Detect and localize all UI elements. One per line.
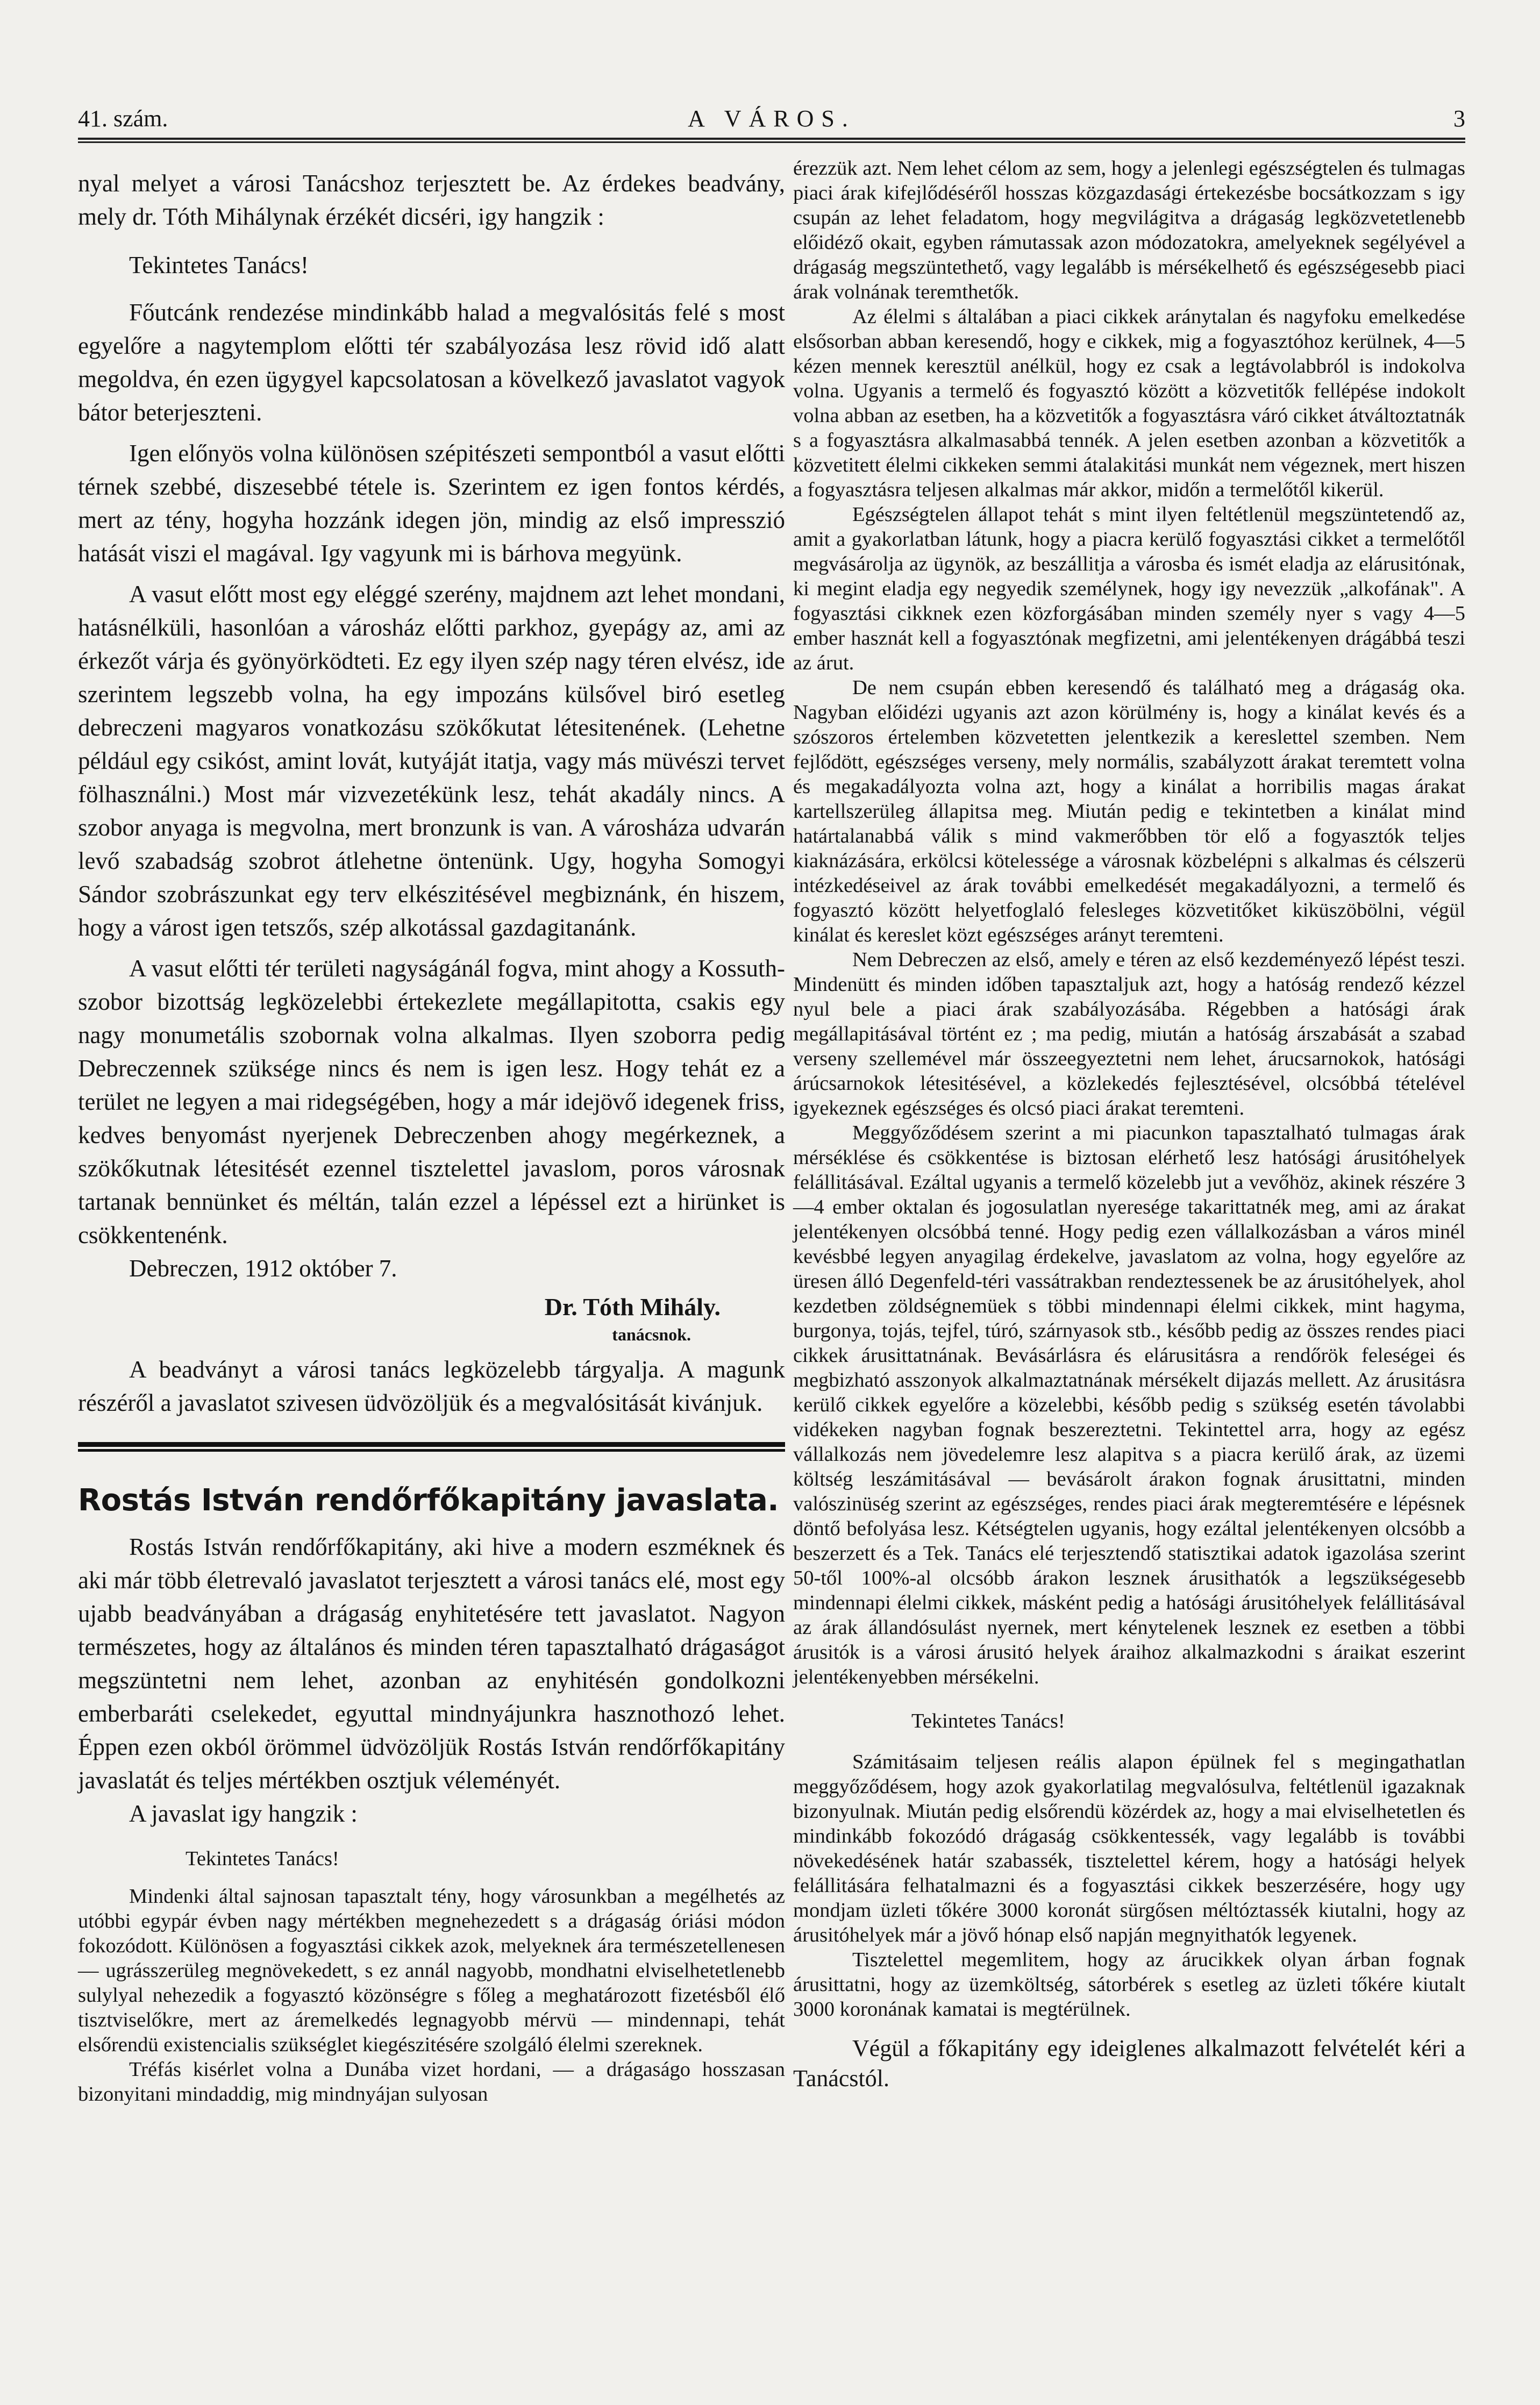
continued-paragraph: nyal melyet a városi Tanácshoz terjesztett be. Az érdekes beadvány, mely dr. Tóth Mihálynak érzékét dicséri, igy hangzik : — [78, 170, 785, 230]
page-number: 3 — [1453, 105, 1465, 132]
proposal-salutation: Tekintetes Tanács! — [911, 1710, 1065, 1732]
proposal-paragraph: Tréfás kisérlet volna a Dunába vizet hordani, — a drágaságo hosszasan bizonyitani mindaddig, mig mindnyájan sulyosan — [78, 2058, 785, 2106]
proposal-paragraph: Nem Debreczen az első, amely e téren az első kezdeményező lépést teszi. Mindenütt és minden időben tapasztaljuk azt, hogy a hatóság rendező kézzel nyul bele a piaci árak szabályozásába. Régebben a hatósági árak megállapitásával történt ez ; ma pedig, miután a hatóság árszabását a szabad verseny szellemével már összeegyeztetni nem lehet, árucsarnokok, hatósági árúcsarnokok létesitésével, a közlekedés fejlesztésével, olcsóbbá tételével igyekeznek egészséges és olcsó piaci árakat teremteni. — [793, 948, 1465, 1119]
proposal-paragraph: Meggyőződésem szerint a mi piacunkon tapasztalható tulmagas árak mérséklése és csökkentése is biztosan elérhető lesz hatósági árusitóhelyek felállitásával. Ezáltal ugyanis a termelő közelebb jut a vevőhöz, akinek részére 3—4 ember oktalan és jogosulatlan nyeresége takarittatnék meg, ami az árakat jelentékenyen olcsóbbá tenné. Hogy pedig ezen vállalkozásban a város minél kevésbbé legyen anyagilag érdekelve, javaslatom az volna, hogy egyelőre az üresen álló Degenfeld-téri vassátrakban rendeztessenek be az árusitóhelyek, ahol kezdetben zöldségnemüek s többi mindennapi élelmi cikkek, mint hagyma, burgonya, tojás, tejfel, túró, szárnyasok stb., később pedig az összes rendes piaci cikkek árusittatnának. Bevásárlásra és elárusitásra a rendőrök feleségei és megbizható asszonyok alkalmaztatnának mérsékelt dijazás mellett. Az árusitásra kerülő cikkek egyelőre a közelebbi, később pedig s szükség esetén távolabbi vidékeken nagyban fognak beszereztetni. Tekintettel arra, hogy az egész vállalkozás nem jövedelemre lesz alapitva s a piacra kerülő árak, az üzemi költség leszámitásával — bevásárolt árakon fognak árusittatni, minden valószinüség szerint az egészséges, rendes piaci árak megteremtésére e lépésnek döntő befolyása lesz. Kétségtelen ugyanis, hogy ezáltal jelentékenyen olcsóbb a beszerzett és a Tek. Tanács elé terjesztendő statisztikai adatok igazolása szerint 50-től 100%-al olcsóbb árakon lesznek árusithatók a legszükségesebb mindennapi élelmi cikkek, másként pedig a hatósági árusitóhelyek felállitásával az árak állandósulást nyernek, mert kénytelenek lesznek ez esetben a többi árusitók is a városi árusitó helyek áraihoz alkalmazkodni s áraikat eszerint jelentékenyebben mérsékelni. — [793, 1122, 1465, 1688]
proposal-paragraph: Az élelmi s általában a piaci cikkek aránytalan és nagyfoku emelkedése elsősorban abban keresendő, hogy e cikkek, mig a fogyasztóhoz kerülnek, 4—5 kézen mennek keresztül anélkül, hogy ez csak a legtávolabbról is indokolva volna. Ugyanis a termelő és fogyasztó között a közvetitők fellépése indokolt volna abban az esetben, ha a közvetitők a fogyasztásra váró cikket átváltoztatnák s a fogyasztásra alkalmasabbá tennék. A jelen esetben azonban a közvetitők a közvetitett élelmi cikkeken semmi átalakitási munkát nem végeznek, mert hiszen a fogyasztásra teljesen alkalmas már akkor, midőn a termelőtől kikerül. — [793, 305, 1465, 501]
proposal-paragraph: De nem csupán ebben keresendő és található meg a drágaság oka. Nagyban előidézi ugyanis azt azon körülmény is, hogy a kinálat kevés és a szószoros értelemben közvetetten jelentkezik a kereslettel szemben. Nem fejlődött, egészséges verseny, mely normális, szabályzott árakat teremtett volna és megakadályozta volna azt, hogy a kinálat a horribilis magas árakat kartellszerüleg állapitsa meg. Miután pedig e tekintetben a kinálat mind határtalanabbá válik s mind vakmerőbben tör elő a fogyasztók teljes kiaknázására, erkölcsi kötelessége a városnak közbelépni s alkalmas és célszerü intézkedéseivel az árak további emelkedését megakadályozni, a termelő és fogyasztó között helyetfoglaló felesleges közvetitőket kiküszöbölni, végül kinálat és kereslet közt egészséges arányt teremteni. — [793, 676, 1465, 946]
header-double-rule — [78, 138, 1465, 143]
letter-dateline: Debreczen, 1912 október 7. — [129, 1255, 397, 1282]
right-column — [793, 156, 1465, 2094]
proposal-closing-paragraph: Tisztelettel megemlitem, hogy az árucikkek olyan árban fognak árusittatni, hogy az üzemköltség, sátorbérek s esetleg az üzleti tőkére kiutalt 3000 koronának kamatai is megtérülnek. — [793, 1949, 1465, 2021]
letter-paragraph: A vasut előtti tér területi nagyságánál fogva, mint ahogy a Kossuth-szobor bizottság legközelebbi értekezlete megállapitotta, csakis egy nagy monumetális szobornak volna alkalmas. Ilyen szoborra pedig Debreczennek szüksége nincs és nem is igen lesz. Hogy tehát ez a terület ne legyen a mai ridegségében, hogy a már idejövő idegenek friss, kedves benyomást nyerjenek Debreczenben ahogy megérkeznek, a szökőkutnak létesitését ezennel tisztelettel javaslom, poros városnak tartanak bennünket és méltán, talán ezzel a lépéssel ezt a hirünket is csökkentenénk. — [78, 955, 785, 1248]
letter-salutation: Tekintetes Tanács! — [129, 252, 309, 279]
proposal-paragraph: Mindenki által sajnosan tapasztalt tény, hogy városunkban a megélhetés az utóbbi egypár évben nagy mértékben megnehezedett s a drágaság óriási módon fokozódott. Különösen a fogyasztási cikkek azok, melyeknek ára természetellenesen — ugrásszerüleg megnövekedett, s ez annál nagyobb, mondhatni elviselhetetlenebb sulylyal nehezedik a fogyasztó közönségre s főleg a meghatározott fizetésből élő tisztviselőkre, mert az áremelkedés legnagyobb mérvü — mindennapi, tehát elsőrendü existencialis szükséglet kiegészitésére szolgáló élelmi szereknek. — [78, 1885, 785, 2056]
issue-number: 41. szám. — [78, 105, 168, 132]
newspaper-title: A VÁROS. — [688, 105, 855, 132]
left-column — [78, 167, 785, 2107]
proposal-salutation: Tekintetes Tanács! — [186, 1847, 339, 1870]
running-header — [78, 102, 1465, 135]
proposal-paragraph: érezzük azt. Nem lehet célom az sem, hogy a jelenlegi egészségtelen és tulmagas piaci árak kifejlődéséről hosszas közgazdasági értekezésbe bocsátkozzam s igy csupán az lehet feladatom, hogy megvilágitva a drágaság legközvetetlenebb előidéző okait, egyben rámutassak azon módozatokra, amelyeknek segélyével a drágaság megszüntethető, vagy legalább is mérsékelhető és egészségesebb piaci árak volnának teremthetők. — [793, 157, 1465, 303]
proposal-closing-paragraph: Számitásaim teljesen reális alapon épülnek fel s megingathatlan meggyőződésem, hogy azok gyakorlatilag megvalósulva, feltétlenül igazaknak bizonyulnak. Miután pedig elsőrendü közérdek az, hogy a mai elviselhetetlen és mindinkább fokozódó drágaság csökkentessék, vagy legalább is további növekedésének határ szabassék, tisztelettel kérem, hogy a hatósági helyek felállitására felhatalmazni és a fogyasztási cikkek beszerzésére, hogy ugy mondjam üzleti tőkére 3000 koronát sürgősen méltóztassék kiutalni, hogy az árusitóhelyek már a jövő hónap első napján megnyithatók legyenek. — [793, 1751, 1465, 1946]
editorial-closing: A beadványt a városi tanács legközelebb tárgyalja. A magunk részéről a javaslatot szivesen üdvözöljük és a megvalósitását kivánjuk. — [78, 1356, 785, 1416]
newspaper-page — [78, 102, 1465, 2371]
two-column-body — [78, 157, 1465, 2371]
proposal-paragraph: Egészségtelen állapot tehát s mint ilyen feltétlenül megszüntetendő az, amit a gyakorlatban látunk, hogy a piacra kerülő fogyasztási cikket a termelőtől megvásárolja az ügynök, az beszállitja a városba és ismét eladja az elárusitónak, ki megint eladja egy negyedik személynek, hogy igy nevezzük „alkofának". A fogyasztási cikknek ezen közforgásában minden személy nyer s vagy 4—5 ember hasznát kell a fogyasztónak megfizetni, ami jelentékenyen drágábbá teszi az árut. — [793, 503, 1465, 674]
letter-paragraph: Igen előnyös volna különösen szépitészeti sempontból a vasut előtti térnek szebbé, diszesebbé tétele is. Szerintem ez igen fontos kérdés, mert az tény, hogyha hozzánk idegen jön, mindig az első impresszió hatását viszi el magával. Igy vagyunk mi is bárhova megyünk. — [78, 440, 785, 567]
proposal-intro: A javaslat igy hangzik : — [129, 1800, 358, 1827]
signature-role: tanácsnok. — [612, 1325, 691, 1344]
article-lead: Rostás István rendőrfőkapitány, aki hive a modern eszméknek és aki már több életrevaló javaslatot terjesztett a városi tanács elé, most egy ujabb beadványában a drágaság enyhitetésére tett javaslatot. Nagyon természetes, hogy az általános és minden téren tapasztalható drágaságot megszüntetni nem lehet, azonban az enyhitésén gondolkozni emberbaráti cselekedet, egyuttal mindnyájunkra hasznothozó lehet. Éppen ezen okból örömmel üdvözöljük Rostás István rendőrfőkapitány javaslatát és teljes mértékben osztjuk véleményét. — [78, 1533, 785, 1794]
article-separator-rule — [78, 1442, 785, 1452]
letter-paragraph: A vasut előtt most egy eléggé szerény, majdnem azt lehet mondani, hatásnélküli, hasonlóan a városház előtti parkhoz, gyepágy az, ami az érkezőt várja és gyönyörködteti. Ez egy ilyen szép nagy téren elvész, ide szerintem legszebb volna, ha egy impozáns külsővel biró esetleg debreczeni magyaros vonatkozásu szökőkutat létesitenének. (Lehetne például egy csikóst, amint lovát, kutyáját itatja, vagy más müvészi tervet fölhasználni.) Most már vizvezetékünk lesz, tehát akadály nincs. A szobor anyaga is megvolna, mert bronzunk is van. A városháza udvarán levő szabadság szobrot átlehetne öntenünk. Ugy, hogyha Somogyi Sándor szobrászunkat egy terv elkészitésével megbiznánk, én hiszem, hogy a várost igen tetszős, szép alkotással gazdagitanánk. — [78, 581, 785, 941]
signature-name: Dr. Tóth Mihály. — [544, 1293, 721, 1321]
article-headline: Rostás István rendőrfőkapitány javaslata. — [78, 1483, 779, 1518]
letter-paragraph: Főutcánk rendezése mindinkább halad a megvalósitás felé s most egyelőre a nagytemplom előtti tér szabályozása lesz rövid idő alatt megoldva, én ezen ügygyel kapcsolatosan a kövelkező javaslatot vagyok bátor beterjeszteni. — [78, 299, 785, 426]
final-note: Végül a főkapitány egy ideiglenes alkalmazott felvételét kéri a Tanácstól. — [793, 2035, 1465, 2092]
